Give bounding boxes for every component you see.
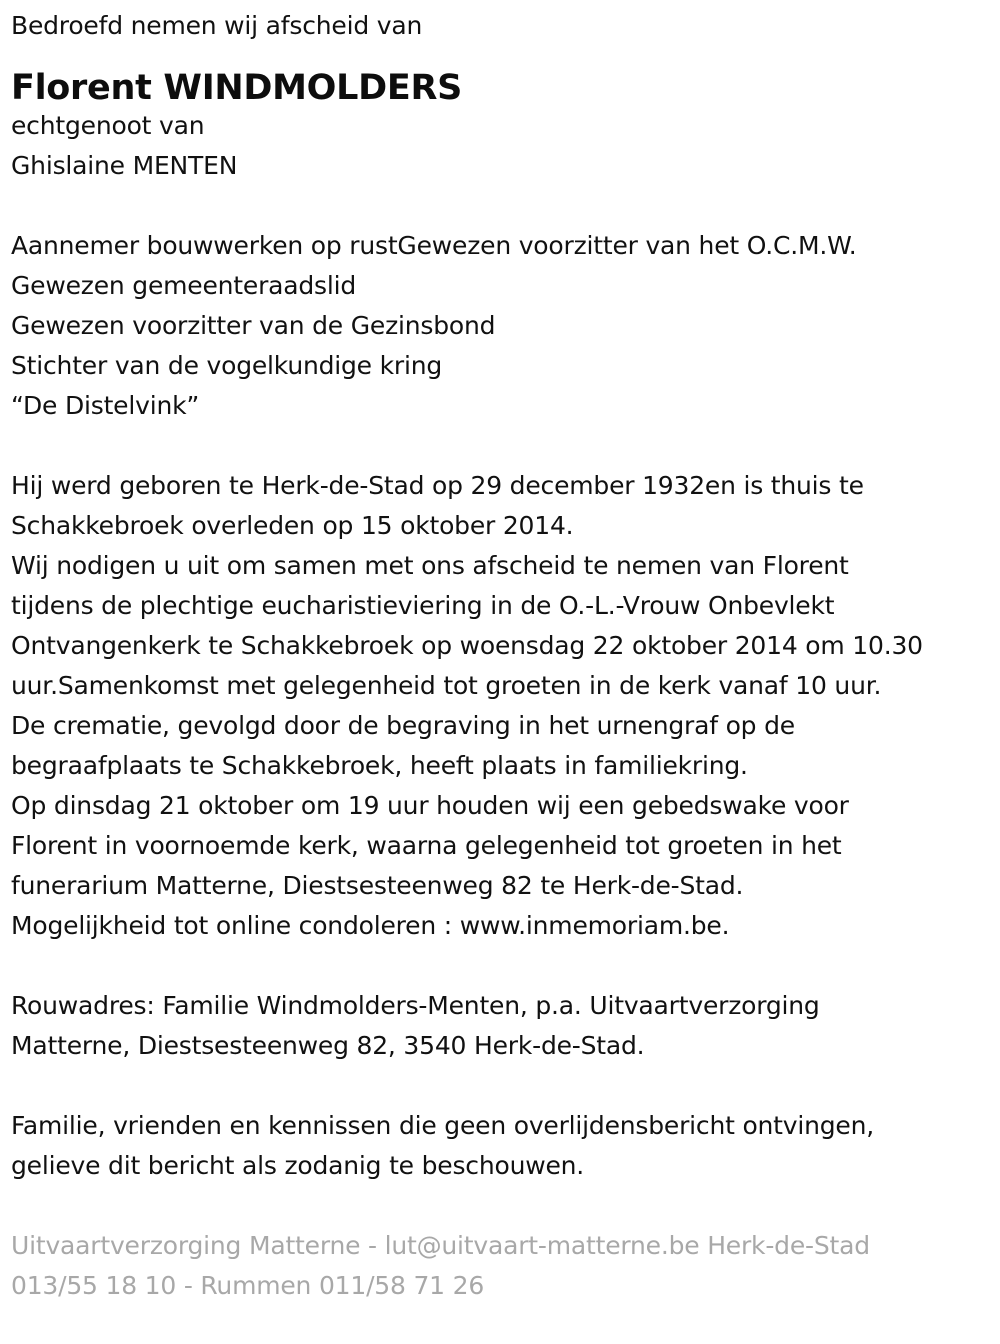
- announcement-line: Mogelijkheid tot online condoleren : www.inmemoriam.be.: [11, 911, 730, 940]
- title-line: Stichter van de vogelkundige kring: [11, 351, 443, 380]
- announcement-line: uur.Samenkomst met gelegenheid tot groeten in de kerk vanaf 10 uur.: [11, 671, 882, 700]
- spacer: [11, 426, 993, 466]
- announcement-line: begraafplaats te Schakkebroek, heeft plaats in familiekring.: [11, 751, 748, 780]
- announcement-line: tijdens de plechtige eucharistieviering in de O.-L.-Vrouw Onbevlekt: [11, 591, 835, 620]
- closing-block: [11, 1106, 993, 1186]
- spouse-block: [11, 106, 993, 186]
- spacer: [11, 1186, 993, 1226]
- announcement-line: Hij werd geboren te Herk-de-Stad op 29 december 1932en is thuis te: [11, 471, 864, 500]
- announcement-line: Florent in voornoemde kerk, waarna gelegenheid tot groeten in het: [11, 831, 842, 860]
- footer-line: 013/55 18 10 - Rummen 011/58 71 26: [11, 1271, 485, 1300]
- announcement-line: Schakkebroek overleden op 15 oktober 2014.: [11, 511, 574, 540]
- funeral-home-footer: [11, 1226, 993, 1306]
- title-line: Gewezen gemeenteraadslid: [11, 271, 357, 300]
- announcement-line: Ontvangenkerk te Schakkebroek op woensdag 22 oktober 2014 om 10.30: [11, 631, 923, 660]
- announcement-line: funerarium Matterne, Diestsesteenweg 82 te Herk-de-Stad.: [11, 871, 744, 900]
- obituary-notice: [11, 6, 993, 1306]
- footer-line: Uitvaartverzorging Matterne - lut@uitvaart-matterne.be Herk-de-Stad: [11, 1231, 870, 1260]
- spouse-name: Ghislaine MENTEN: [11, 151, 238, 180]
- title-line: Aannemer bouwwerken op rustGewezen voorzitter van het O.C.M.W.: [11, 231, 857, 260]
- announcement-line: De crematie, gevolgd door de begraving in het urnengraf op de: [11, 711, 795, 740]
- intro-text: Bedroefd nemen wij afscheid van: [11, 11, 423, 40]
- titles-block: [11, 226, 993, 426]
- closing-line: gelieve dit bericht als zodanig te beschouwen.: [11, 1151, 585, 1180]
- title-line: “De Distelvink”: [11, 391, 200, 420]
- closing-line: Familie, vrienden en kennissen die geen overlijdensbericht ontvingen,: [11, 1111, 875, 1140]
- announcement-line: Wij nodigen u uit om samen met ons afscheid te nemen van Florent: [11, 551, 849, 580]
- spacer: [11, 186, 993, 226]
- mourning-address-line: Rouwadres: Familie Windmolders-Menten, p.a. Uitvaartverzorging: [11, 991, 820, 1020]
- deceased-name: Florent WINDMOLDERS: [11, 68, 463, 108]
- spouse-relation: echtgenoot van: [11, 111, 205, 140]
- announcement-line: Op dinsdag 21 oktober om 19 uur houden wij een gebedswake voor: [11, 791, 849, 820]
- spacer: [11, 1066, 993, 1106]
- spacer: [11, 946, 993, 986]
- title-line: Gewezen voorzitter van de Gezinsbond: [11, 311, 496, 340]
- announcement-block: [11, 466, 993, 946]
- mourning-address-line: Matterne, Diestsesteenweg 82, 3540 Herk-de-Stad.: [11, 1031, 645, 1060]
- mourning-address-block: [11, 986, 993, 1066]
